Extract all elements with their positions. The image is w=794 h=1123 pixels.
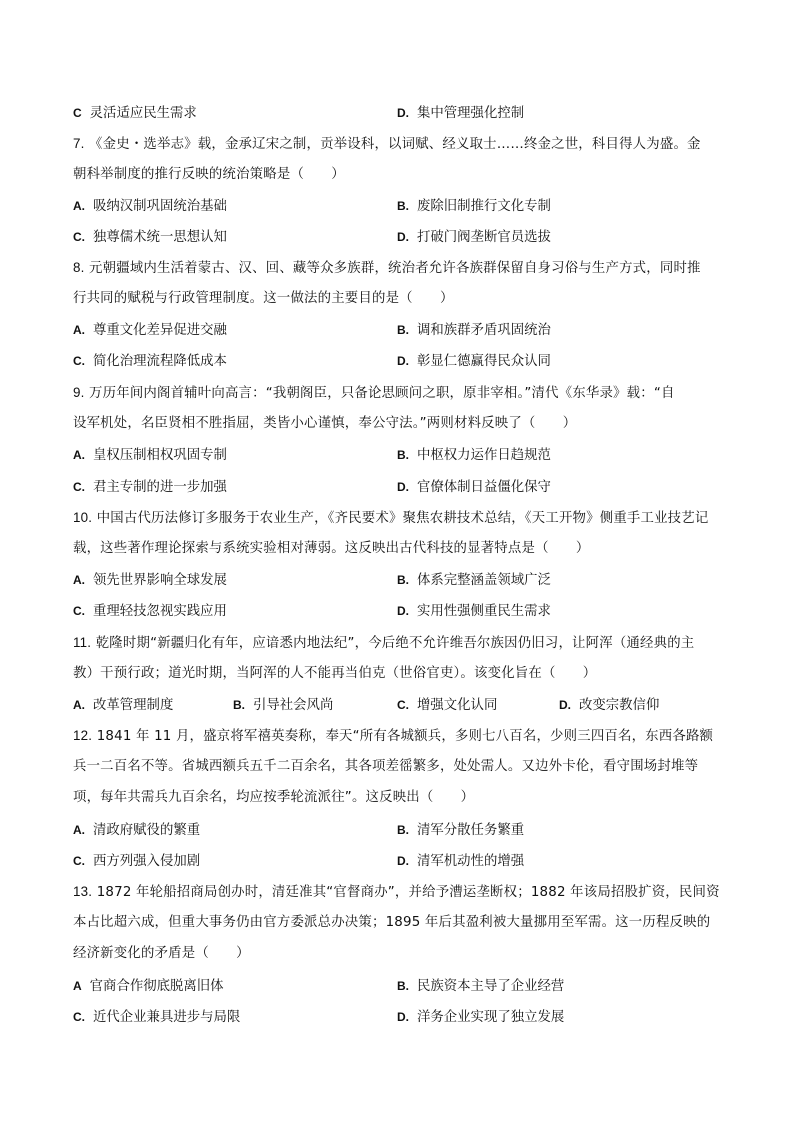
- option-letter: B.: [397, 573, 409, 587]
- q6-option-c[interactable]: [73, 104, 197, 123]
- q12-stem-line-2: [73, 758, 723, 776]
- option-letter: A.: [73, 698, 85, 712]
- q12-stem-line-1: [73, 727, 723, 746]
- question-text: 本占比超六成，但重大事务仍由官方委派总办决策；1895 年后其盈利被大量挪用至军需。这一历程反映的: [73, 915, 711, 930]
- question-text: 中国古代历法修订多服务于农业生产，《齐民要术》聚焦农耕技术总结，《天工开物》侧重手工业技艺记: [96, 511, 709, 526]
- question-text: 朝科举制度的推行反映的统治策略是（ ）: [73, 167, 345, 182]
- option-text: 集中管理强化控制: [417, 106, 525, 121]
- option-letter: C.: [73, 604, 85, 618]
- option-letter: A.: [73, 199, 85, 213]
- q11-stem-line-2: [73, 665, 723, 683]
- q13-option-c[interactable]: [73, 1008, 240, 1027]
- option-text: 重理轻技忽视实践应用: [93, 604, 227, 619]
- option-text: 近代企业兼具进步与局限: [93, 1010, 241, 1025]
- q12-options-row-ab: [73, 821, 723, 839]
- q7-stem-line-1: [73, 135, 723, 154]
- question-text: 项，每年共需兵九百余名，均应按季轮流派往”。这反映出（ ）: [73, 790, 475, 805]
- q8-option-b[interactable]: [397, 321, 551, 340]
- question-text: 乾隆时期“新疆归化有年，应谙悉内地法纪”，今后绝不允许维吾尔族因仍旧习，让阿浑（通经典的主: [95, 636, 695, 651]
- q13-option-a[interactable]: [73, 977, 224, 996]
- option-text: 改革管理制度: [93, 698, 174, 713]
- option-letter: C.: [397, 698, 409, 712]
- option-letter: C.: [73, 354, 85, 368]
- option-letter: C: [73, 106, 82, 120]
- q8-stem-line-1: [73, 259, 723, 278]
- q6-option-d[interactable]: [397, 104, 524, 123]
- option-text: 领先世界影响全球发展: [93, 573, 227, 588]
- q7-option-b[interactable]: [397, 197, 551, 216]
- question-text: 《金史・选举志》载，金承辽宋之制，贡举设科，以词赋、经义取士……终金之世，科目得人为盛。金: [89, 137, 701, 152]
- option-letter: D.: [397, 354, 409, 368]
- question-number: 10.: [73, 510, 93, 525]
- option-text: 调和族群矛盾巩固统治: [417, 323, 551, 338]
- option-text: 独尊儒术统一思想认知: [93, 230, 227, 245]
- q10-stem-line-2: [73, 540, 723, 558]
- q13-option-b[interactable]: [397, 977, 564, 996]
- q9-options-row-ab: [73, 446, 723, 464]
- q11-option-a[interactable]: [73, 696, 173, 715]
- option-text: 中枢权力运作日趋规范: [417, 448, 551, 463]
- q7-stem-line-2: [73, 166, 723, 184]
- q12-stem-line-3: [73, 789, 723, 807]
- q12-option-a[interactable]: [73, 821, 200, 840]
- q10-options-row-cd: [73, 602, 723, 620]
- option-letter: B.: [397, 823, 409, 837]
- question-text: 经济新变化的矛盾是（ ）: [73, 946, 250, 961]
- q11-option-d[interactable]: [559, 696, 659, 715]
- option-letter: A.: [73, 448, 85, 462]
- question-text: 元朝疆域内生活着蒙古、汉、回、藏等众多族群，统治者允许各族群保留自身习俗与生产方式，同时推: [89, 261, 701, 276]
- option-letter: B.: [397, 323, 409, 337]
- question-text: 设军机处，名臣贤相不胜指屈，类皆小心谨慎，奉公守法。”两则材料反映了（ ）: [73, 416, 577, 431]
- q8-option-d[interactable]: [397, 352, 551, 371]
- option-letter: A.: [73, 573, 85, 587]
- option-text: 皇权压制相权巩固专制: [93, 448, 227, 463]
- question-text: 1872 年轮船招商局创办时，清廷准其“官督商办”，并给予漕运垄断权；1882 年该局招股扩资，民间资: [96, 885, 720, 900]
- question-number: 9.: [73, 385, 85, 400]
- option-text: 西方列强入侵加剧: [93, 854, 201, 869]
- option-text: 吸纳汉制巩固统治基础: [93, 199, 227, 214]
- option-text: 官僚体制日益僵化保守: [417, 480, 551, 495]
- q9-option-a[interactable]: [73, 446, 227, 465]
- q9-stem-line-1: [73, 384, 723, 403]
- option-letter: D.: [397, 854, 409, 868]
- question-text: 万历年间内阁首辅叶向高言：“我朝阁臣，只备论思顾问之职，原非宰相。”清代《东华录》载：“自: [89, 386, 675, 401]
- option-text: 打破门阀垄断官员选拔: [417, 230, 551, 245]
- q13-stem-line-3: [73, 945, 723, 963]
- option-text: 民族资本主导了企业经营: [417, 979, 565, 994]
- option-letter: D.: [559, 698, 571, 712]
- q9-option-c[interactable]: [73, 478, 227, 497]
- q13-options-row-ab: [73, 977, 723, 995]
- q13-options-row-cd: [73, 1008, 723, 1026]
- option-letter: B.: [397, 979, 409, 993]
- option-letter: C.: [73, 480, 85, 494]
- option-letter: A: [73, 979, 82, 993]
- option-letter: C.: [73, 230, 85, 244]
- question-number: 8.: [73, 260, 85, 275]
- q12-option-d[interactable]: [397, 852, 524, 871]
- option-text: 体系完整涵盖领域广泛: [417, 573, 551, 588]
- q9-stem-line-2: [73, 415, 723, 433]
- question-text: 行共同的赋税与行政管理制度。这一做法的主要目的是（ ）: [73, 291, 454, 306]
- option-text: 简化治理流程降低成本: [93, 354, 227, 369]
- q11-option-c[interactable]: [397, 696, 497, 715]
- q12-option-c[interactable]: [73, 852, 200, 871]
- option-letter: B.: [397, 199, 409, 213]
- option-text: 清军机动性的增强: [417, 854, 525, 869]
- option-letter: B.: [397, 448, 409, 462]
- option-letter: A.: [73, 823, 85, 837]
- q11-stem-line-1: [73, 634, 723, 653]
- option-letter: C.: [73, 854, 85, 868]
- question-text: 1841 年 11 月，盛京将军禧英奏称，奉天“所有各城额兵，多则七八百名，少则三四百名，东西各路额: [96, 729, 714, 744]
- q10-option-c[interactable]: [73, 602, 227, 621]
- option-letter: A.: [73, 323, 85, 337]
- option-letter: D.: [397, 480, 409, 494]
- option-letter: D.: [397, 1010, 409, 1024]
- option-letter: D.: [397, 604, 409, 618]
- option-text: 清政府赋役的繁重: [93, 823, 201, 838]
- option-text: 彰显仁德赢得民众认同: [417, 354, 551, 369]
- question-text: 教）干预行政；道光时期，当阿浑的人不能再当伯克（世俗官吏）。该变化旨在（ ）: [73, 666, 597, 681]
- q11-options-row: [73, 696, 723, 714]
- q10-option-a[interactable]: [73, 571, 227, 590]
- option-text: 君主专制的进一步加强: [93, 480, 227, 495]
- question-number: 7.: [73, 136, 85, 151]
- option-text: 尊重文化差异促进交融: [93, 323, 227, 338]
- q7-option-a[interactable]: [73, 197, 227, 216]
- q10-option-b[interactable]: [397, 571, 551, 590]
- q12-options-row-cd: [73, 852, 723, 870]
- option-text: 废除旧制推行文化专制: [417, 199, 551, 214]
- question-number: 11.: [73, 635, 92, 650]
- option-letter: C.: [73, 1010, 85, 1024]
- q9-option-b[interactable]: [397, 446, 551, 465]
- question-number: 12.: [73, 728, 93, 743]
- option-letter: D.: [397, 230, 409, 244]
- option-text: 清军分散任务繁重: [417, 823, 525, 838]
- option-text: 洋务企业实现了独立发展: [417, 1010, 565, 1025]
- q7-option-c[interactable]: [73, 228, 227, 247]
- q10-option-d[interactable]: [397, 602, 551, 621]
- option-text: 实用性强侧重民生需求: [417, 604, 551, 619]
- q7-option-d[interactable]: [397, 228, 551, 247]
- q8-options-row-cd: [73, 352, 723, 370]
- q13-stem-line-1: [73, 883, 723, 902]
- option-text: 改变宗教信仰: [579, 698, 660, 713]
- q11-option-b[interactable]: [233, 696, 333, 715]
- q7-options-row-cd: [73, 228, 723, 246]
- q8-option-a[interactable]: [73, 321, 227, 340]
- question-number: 13.: [73, 884, 93, 899]
- q7-options-row-ab: [73, 197, 723, 215]
- q10-stem-line-1: [73, 509, 723, 528]
- q13-stem-line-2: [73, 914, 723, 932]
- option-text: 官商合作彻底脱离旧体: [89, 979, 224, 994]
- q10-options-row-ab: [73, 571, 723, 589]
- option-text: 引导社会风尚: [253, 698, 334, 713]
- q8-options-row-ab: [73, 321, 723, 339]
- option-letter: D.: [397, 106, 409, 120]
- option-text: 增强文化认同: [417, 698, 498, 713]
- q6-options-row-cd: [73, 104, 723, 122]
- q9-option-d[interactable]: [397, 478, 551, 497]
- q13-option-d[interactable]: [397, 1008, 564, 1027]
- question-text: 兵一二百名不等。省城西额兵五千二百余名，其各项差徭繁多，处处需人。又边外卡伦，看守围场封堆等: [73, 759, 699, 774]
- q12-option-b[interactable]: [397, 821, 524, 840]
- q8-stem-line-2: [73, 290, 723, 308]
- q8-option-c[interactable]: [73, 352, 227, 371]
- option-text: 灵活适应民生需求: [89, 106, 197, 121]
- option-letter: B.: [233, 698, 245, 712]
- q9-options-row-cd: [73, 478, 723, 496]
- question-text: 载，这些著作理论探索与系统实验相对薄弱。这反映出古代科技的显著特点是（ ）: [73, 541, 590, 556]
